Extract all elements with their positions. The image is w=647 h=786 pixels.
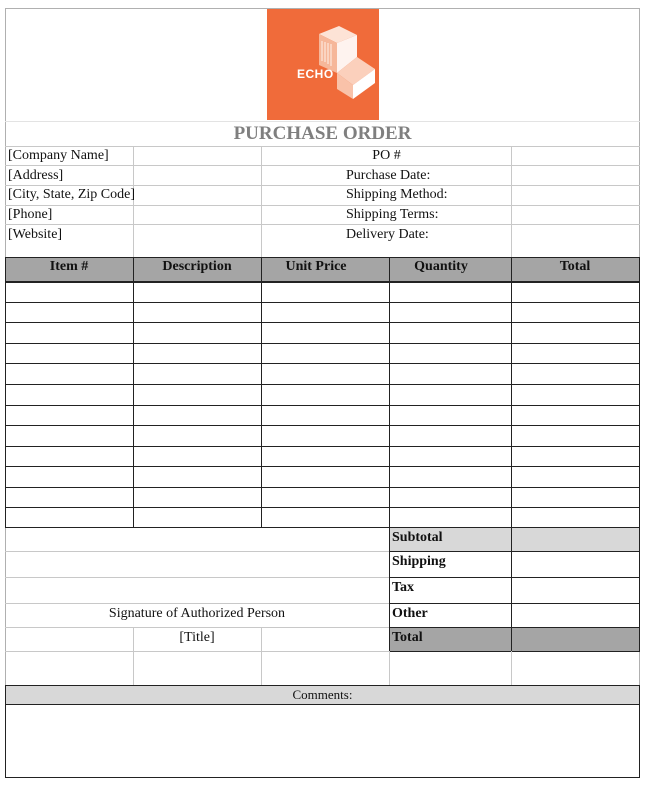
subtotal-label: Subtotal — [392, 530, 443, 545]
total-row-bg — [390, 628, 639, 651]
table-row — [5, 487, 640, 488]
comments-label: Comments: — [292, 687, 353, 702]
total-label: Total — [392, 630, 423, 645]
company-website: [Website] — [8, 227, 63, 242]
company-city-state-zip: [City, State, Zip Code] — [8, 187, 136, 202]
table-row — [5, 507, 640, 508]
logo-text: ECHO — [297, 67, 334, 81]
column-header-description: Description — [162, 259, 232, 274]
company-address: [Address] — [8, 168, 64, 183]
table-row — [5, 405, 640, 406]
table-row — [5, 302, 640, 303]
company-logo — [267, 9, 379, 120]
company-phone: [Phone] — [8, 207, 53, 222]
shipping-method-label: Shipping Method: — [346, 187, 448, 202]
column-header-total: Total — [559, 259, 591, 274]
tax-label: Tax — [392, 580, 415, 595]
comments-box[interactable] — [5, 704, 640, 778]
table-row — [5, 425, 640, 426]
column-header-unit-price: Unit Price — [285, 259, 347, 274]
page-title: PURCHASE ORDER — [233, 123, 412, 144]
table-row — [5, 363, 640, 364]
table-row — [5, 322, 640, 323]
po-number-label: PO # — [372, 148, 401, 163]
table-row — [5, 384, 640, 385]
column-header-quantity: Quantity — [414, 259, 468, 274]
delivery-date-label: Delivery Date: — [346, 227, 429, 242]
company-name: [Company Name] — [8, 148, 109, 163]
table-row — [5, 466, 640, 467]
shipping-terms-label: Shipping Terms: — [346, 207, 439, 222]
building-logo-icon — [267, 9, 379, 120]
signer-title: [Title] — [179, 630, 215, 645]
signature-label: Signature of Authorized Person — [108, 606, 286, 621]
purchase-date-label: Purchase Date: — [346, 168, 431, 183]
other-label: Other — [392, 606, 428, 621]
table-row — [5, 343, 640, 344]
shipping-label: Shipping — [392, 554, 446, 569]
table-row — [5, 446, 640, 447]
column-header-item: Item # — [49, 259, 89, 274]
